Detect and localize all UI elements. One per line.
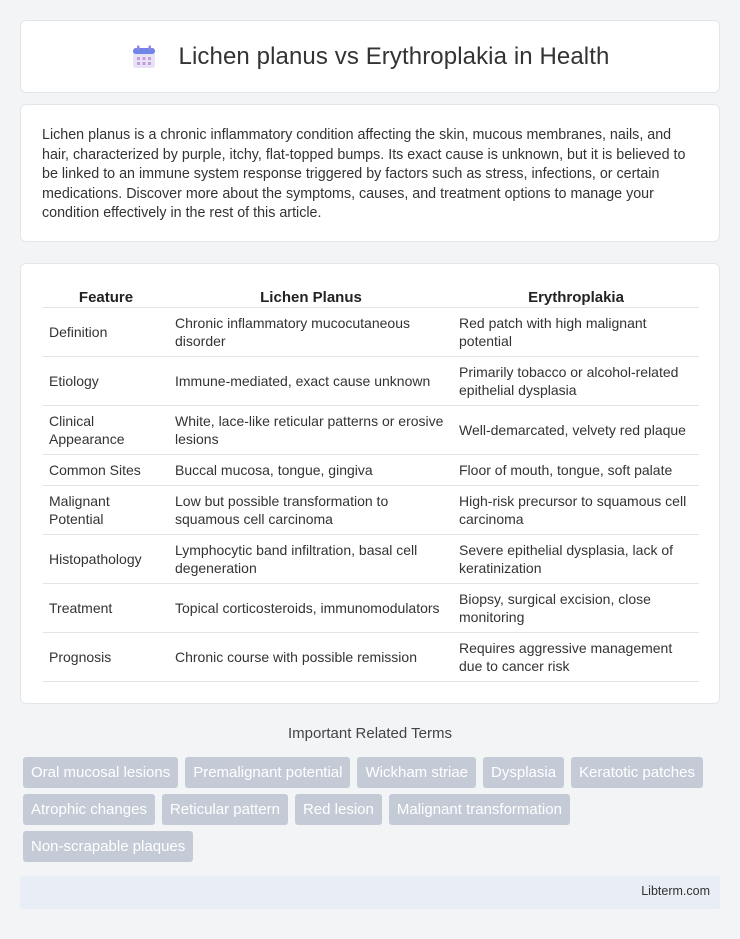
lichen-planus-cell: Low but possible transformation to squamous cell carcinoma	[169, 486, 453, 535]
related-term-tag[interactable]: Dysplasia	[483, 757, 564, 788]
related-term-tag[interactable]: Red lesion	[295, 794, 382, 825]
table-row	[43, 535, 699, 584]
lichen-planus-cell: Chronic course with possible remission	[169, 633, 453, 682]
feature-cell: Etiology	[43, 357, 169, 406]
related-term-tag[interactable]: Oral mucosal lesions	[23, 757, 178, 788]
comparison-table-card	[20, 263, 720, 704]
footer	[20, 876, 720, 909]
table-row	[43, 633, 699, 682]
erythroplakia-cell: Well-demarcated, velvety red plaque	[453, 406, 699, 455]
feature-cell: Common Sites	[43, 455, 169, 486]
feature-cell: Histopathology	[43, 535, 169, 584]
comparison-table	[43, 286, 699, 682]
erythroplakia-cell: Severe epithelial dysplasia, lack of keratinization	[453, 535, 699, 584]
related-term-tag[interactable]: Premalignant potential	[185, 757, 350, 788]
calendar-icon	[131, 44, 157, 70]
related-term-tag[interactable]: Malignant transformation	[389, 794, 570, 825]
header-erythroplakia: Erythroplakia	[453, 286, 699, 308]
erythroplakia-cell: Biopsy, surgical excision, close monitoring	[453, 584, 699, 633]
related-term-tag[interactable]: Reticular pattern	[162, 794, 288, 825]
erythroplakia-cell: Red patch with high malignant potential	[453, 308, 699, 357]
erythroplakia-cell: Requires aggressive management due to cancer risk	[453, 633, 699, 682]
feature-cell: Prognosis	[43, 633, 169, 682]
feature-cell: Definition	[43, 308, 169, 357]
erythroplakia-cell: Floor of mouth, tongue, soft palate	[453, 455, 699, 486]
feature-cell: Malignant Potential	[43, 486, 169, 535]
table-row	[43, 584, 699, 633]
related-term-tag[interactable]: Atrophic changes	[23, 794, 155, 825]
intro-paragraph: Lichen planus is a chronic inflammatory condition affecting the skin, mucous membranes, nails, and hair, characterized by purple, itchy, flat-topped bumps. Its exact cause is unknown, but it is believed to be linked to an immune system response triggered by factors such as stress, infections, or certain medications. Discover more about the symptoms, causes, and treatment options to manage your condition effectively in the rest of this article.	[42, 127, 686, 222]
lichen-planus-cell: Lymphocytic band infiltration, basal cell degeneration	[169, 535, 453, 584]
related-term-tag[interactable]: Non-scrapable plaques	[23, 831, 193, 862]
lichen-planus-cell: Chronic inflammatory mucocutaneous disorder	[169, 308, 453, 357]
table-row	[43, 486, 699, 535]
lichen-planus-cell: Topical corticosteroids, immunomodulators	[169, 584, 453, 633]
table-row	[43, 455, 699, 486]
related-term-tag[interactable]: Keratotic patches	[571, 757, 703, 788]
header-lichen-planus: Lichen Planus	[169, 286, 453, 308]
footer-site-link[interactable]: Libterm.com	[641, 884, 710, 898]
erythroplakia-cell: High-risk precursor to squamous cell carcinoma	[453, 486, 699, 535]
erythroplakia-cell: Primarily tobacco or alcohol-related epithelial dysplasia	[453, 357, 699, 406]
title-card	[20, 20, 720, 93]
lichen-planus-cell: Immune-mediated, exact cause unknown	[169, 357, 453, 406]
table-row	[43, 357, 699, 406]
page-title: Lichen planus vs Erythroplakia in Health	[178, 42, 610, 70]
table-row	[43, 406, 699, 455]
related-terms-heading: Important Related Terms	[288, 725, 452, 742]
feature-cell: Treatment	[43, 584, 169, 633]
header-feature: Feature	[43, 286, 169, 308]
related-term-tag[interactable]: Wickham striae	[357, 757, 476, 788]
feature-cell: Clinical Appearance	[43, 406, 169, 455]
table-row	[43, 308, 699, 357]
table-header-row	[43, 286, 699, 308]
lichen-planus-cell: White, lace-like reticular patterns or erosive lesions	[169, 406, 453, 455]
intro-card	[20, 104, 720, 242]
lichen-planus-cell: Buccal mucosa, tongue, gingiva	[169, 455, 453, 486]
related-terms-list	[23, 757, 713, 868]
